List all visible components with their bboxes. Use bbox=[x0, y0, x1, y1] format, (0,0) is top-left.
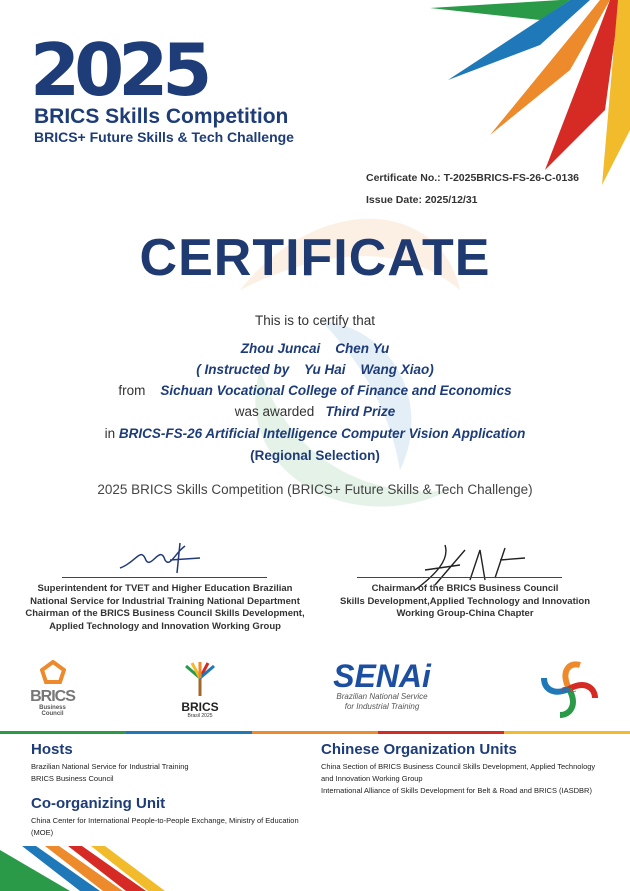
from-label: from bbox=[118, 383, 146, 398]
competition-title: BRICS Skills Competition bbox=[34, 105, 289, 128]
institution: Sichuan Vocational College of Finance and Economics bbox=[160, 383, 512, 398]
co-organizing-heading: Co-organizing Unit bbox=[31, 795, 166, 812]
stage: (Regional Selection) bbox=[250, 448, 380, 463]
recipient-names: Zhou Juncai Chen Yu bbox=[240, 341, 390, 356]
certificate-number-label: Certificate No.: bbox=[366, 172, 441, 184]
certificate-heading: CERTIFICATE bbox=[139, 229, 491, 287]
institution-line bbox=[0, 383, 630, 398]
co-organizing-list: China Center for International People-to-People Exchange, Ministry of Education (MOE) bbox=[31, 816, 299, 837]
instructors: ( Instructed by Yu Hai Wang Xiao) bbox=[196, 362, 434, 377]
decorative-stripes-top bbox=[420, 0, 630, 190]
color-bar-red bbox=[378, 731, 504, 734]
competition-line: 2025 BRICS Skills Competition (BRICS+ Future Skills & Tech Challenge) bbox=[97, 482, 533, 497]
color-bar-blue bbox=[126, 731, 252, 734]
award-line bbox=[0, 404, 630, 419]
hosts-heading: Hosts bbox=[31, 741, 73, 758]
certificate-number bbox=[366, 172, 579, 184]
signature-left bbox=[115, 538, 205, 578]
awarded-label: was awarded bbox=[234, 404, 315, 419]
decorative-stripes-bottom bbox=[0, 840, 170, 891]
senai-logo: SENAi Brazilian National Service for Industrial Training bbox=[333, 658, 431, 711]
issue-date bbox=[366, 194, 478, 206]
color-bar-orange bbox=[252, 731, 378, 734]
signatory-right-title: Chairman of the BRICS Business Council Skills Development,Applied Technology and Innovation Working Group-China Chapter bbox=[339, 583, 591, 619]
brics-business-council-logo: BRICS Business Council bbox=[30, 660, 75, 717]
issue-date-label: Issue Date: bbox=[366, 194, 423, 206]
signature-line-right bbox=[357, 577, 562, 578]
in-label: in bbox=[104, 426, 116, 441]
color-bar-green bbox=[0, 731, 126, 734]
logo-2025: 2025 bbox=[30, 28, 207, 112]
chinese-units-heading: Chinese Organization Units bbox=[321, 741, 517, 758]
chinese-units-list: China Section of BRICS Business Council Skills Development, Applied Technology and Innovation Working Group International Alliance of Skills Development for Belt & Road and BRICS (IASDBR) bbox=[321, 762, 596, 795]
brics-brasil-2025-logo: BRICS Brasil 2025 bbox=[175, 662, 225, 719]
competition-subtitle: BRICS+ Future Skills & Tech Challenge bbox=[34, 129, 294, 145]
certificate-number-value: T-2025BRICS-FS-26-C-0136 bbox=[443, 172, 579, 184]
event-line bbox=[0, 426, 630, 441]
event: BRICS-FS-26 Artificial Intelligence Computer Vision Application bbox=[118, 426, 526, 441]
signatory-left-title: Superintendent for TVET and Higher Education Brazilian National Service for Industrial Training National Department Chairman of the BRICS Business Council Skills Development, Applied Technology and Innovation Working Group bbox=[25, 583, 305, 632]
issue-date-value: 2025/12/31 bbox=[424, 194, 478, 206]
svg-text:BSC: BSC bbox=[562, 687, 577, 694]
bsc-logo bbox=[540, 660, 598, 718]
color-bar-yellow bbox=[504, 731, 630, 734]
certify-text: This is to certify that bbox=[254, 313, 376, 328]
hosts-list: Brazilian National Service for Industrial Training BRICS Business Council bbox=[31, 762, 189, 783]
prize: Third Prize bbox=[325, 404, 396, 419]
signature-line-left bbox=[62, 577, 267, 578]
